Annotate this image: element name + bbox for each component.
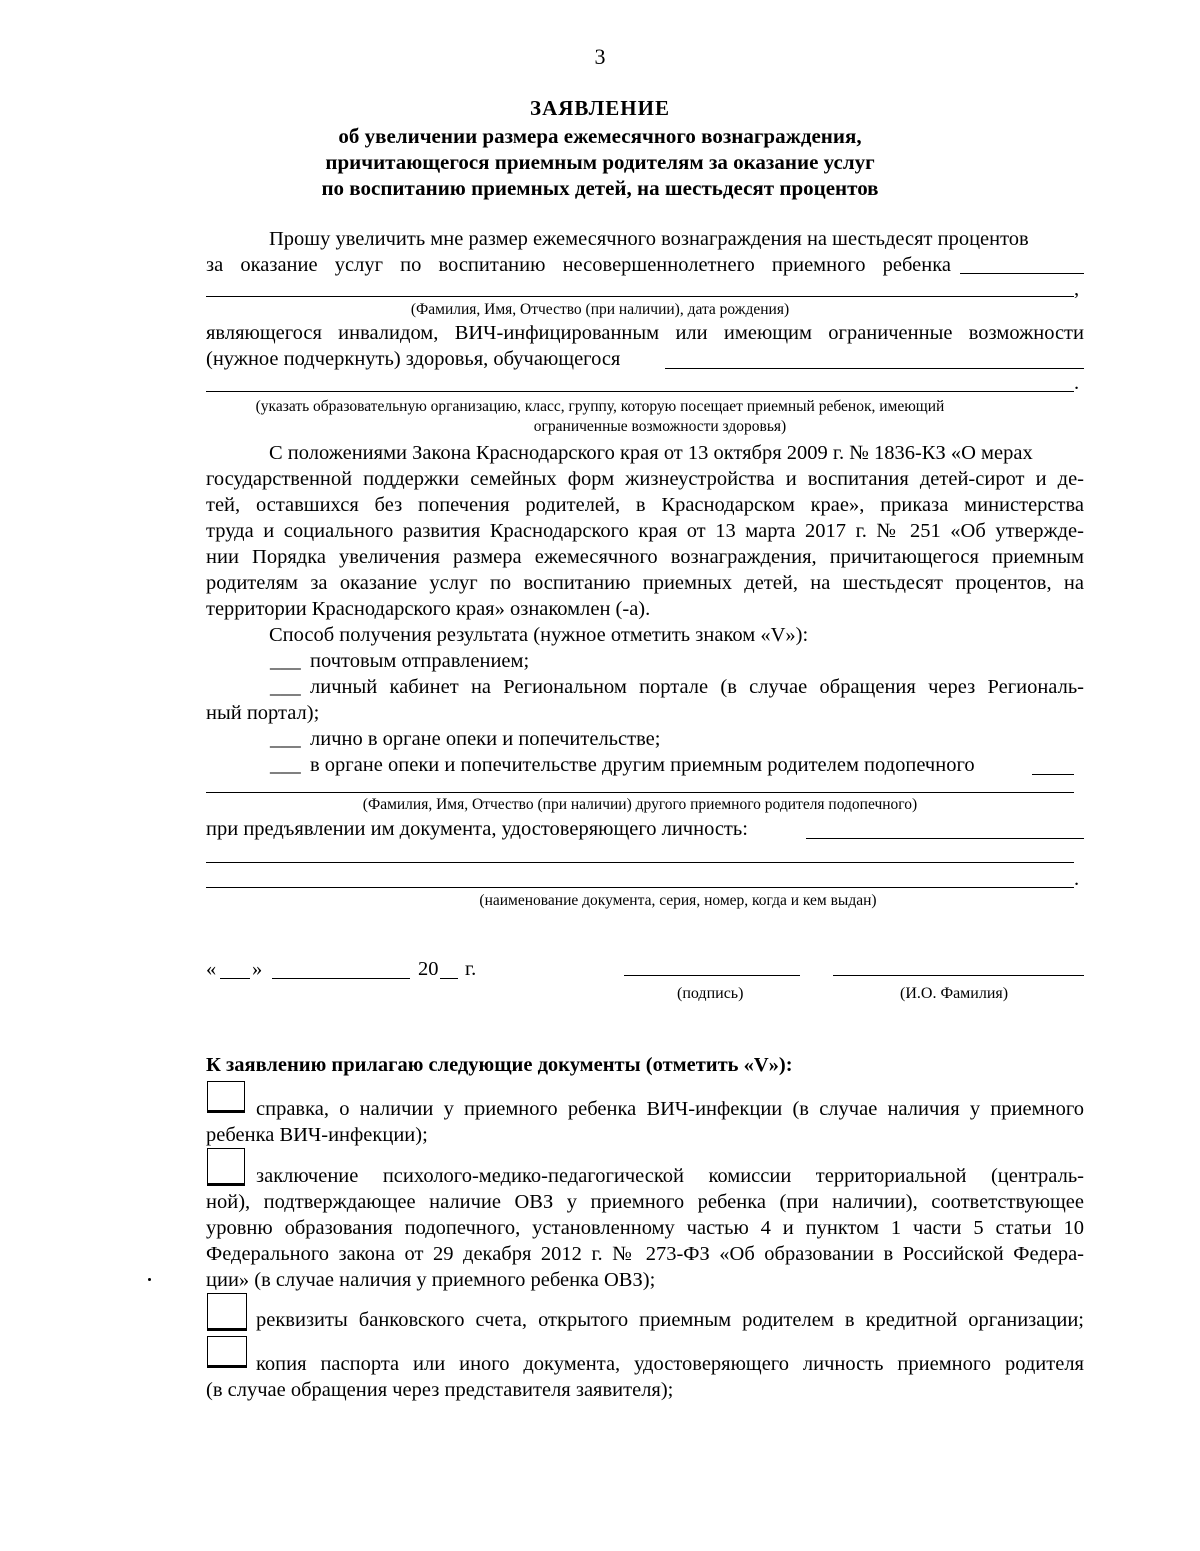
attach-bank-checkbox[interactable] — [207, 1293, 247, 1331]
caption-child: (Фамилия, Имя, Отчество (при наличии), дата рождения) — [410, 301, 790, 318]
delivery-other-parent-label: в органе опеки и попечительстве другим приемным родителем подопечного — [310, 754, 975, 776]
attach-bank-line: реквизиты банковского счета, открытого приемным родителем в кредитной организации; — [256, 1309, 1084, 1331]
signature-field[interactable] — [624, 975, 800, 976]
delivery-portal-label-1: личный кабинет на Региональном портале (в случае обращения через Региональ- — [310, 676, 1084, 698]
attach-hiv-checkbox[interactable] — [207, 1081, 245, 1113]
request-line-1: Прошу увеличить мне размер ежемесячного вознаграждения на шестьдесят процентов — [269, 228, 1029, 250]
delivery-personal-checkbox[interactable]: ___ — [270, 728, 301, 750]
attach-pmpk-line-2: ной), подтверждающее наличие ОВЗ у приемного ребенка (при наличии), соответствующее — [206, 1191, 1084, 1213]
subtitle-line-3: по воспитанию приемных детей, на шестьдесят процентов — [321, 176, 879, 200]
child-name-field-line-1[interactable] — [960, 273, 1084, 274]
request-line-4: (нужное подчеркнуть) здоровья, обучающегося — [206, 348, 621, 370]
request-line-3: являющегося инвалидом, ВИЧ-инфицированным или имеющим ограниченные возможности — [206, 322, 1084, 344]
date-month-field[interactable] — [272, 978, 410, 979]
attachments-heading: К заявлению прилагаю следующие документы (отметить «V»): — [206, 1054, 793, 1076]
date-year-field[interactable] — [440, 978, 458, 979]
document-title: ЗАЯВЛЕНИЕ — [530, 96, 670, 120]
caption-doc: (наименование документа, серия, номер, когда и кем выдан) — [479, 892, 877, 909]
delivery-mail-label: почтовым отправлением; — [310, 650, 530, 672]
attach-pmpk-checkbox[interactable] — [207, 1148, 245, 1186]
child-name-field-line-2[interactable] — [206, 296, 1074, 297]
date-close-quote: » — [252, 958, 263, 980]
delivery-portal-label-2: ный портал); — [206, 702, 320, 724]
law-line-2: государственной поддержки семейных форм жизнеустройства и воспитания детей-сирот и де- — [206, 468, 1084, 490]
attach-hiv-line-1: справка, о наличии у приемного ребенка ВИЧ-инфекции (в случае наличия у приемного — [256, 1098, 1084, 1120]
law-line-7: территории Краснодарского края» ознакомлен (-а). — [206, 598, 651, 620]
delivery-other-parent-checkbox[interactable]: ___ — [270, 754, 301, 776]
delivery-mail-checkbox[interactable]: ___ — [270, 650, 301, 672]
attach-hiv-line-2: ребенка ВИЧ-инфекции); — [206, 1124, 428, 1146]
delivery-portal-checkbox[interactable]: ___ — [270, 676, 301, 698]
date-year-prefix: 20 — [418, 958, 439, 980]
other-parent-field-line-1[interactable] — [1032, 774, 1074, 775]
law-line-5: нии Порядка увеличения размера ежемесячного вознаграждения, причитающегося приемным — [206, 546, 1084, 568]
attach-passport-line-1: копия паспорта или иного документа, удостоверяющего личность приемного родителя — [256, 1353, 1084, 1375]
other-parent-field-line-2[interactable] — [206, 792, 1074, 793]
law-line-6: родителям за оказание услуг по воспитанию приемных детей, на шестьдесят процентов, на — [206, 572, 1084, 594]
id-doc-label: при предъявлении им документа, удостоверяющего личность: — [206, 818, 748, 840]
date-year-suffix: г. — [465, 958, 477, 980]
caption-org-2: ограниченные возможности здоровья) — [533, 418, 787, 435]
attach-passport-line-2: (в случае обращения через представителя заявителя); — [206, 1379, 674, 1401]
attach-passport-checkbox[interactable] — [207, 1336, 247, 1368]
delivery-personal-label: лично в органе опеки и попечительстве; — [310, 728, 661, 750]
law-line-3: тей, оставшихся без попечения родителей, в Краснодарском крае», приказа министерства — [206, 494, 1084, 516]
id-doc-field-line-2[interactable] — [206, 862, 1074, 863]
education-field-line-2[interactable] — [206, 391, 1074, 392]
caption-full-name: (И.О. Фамилия) — [900, 985, 1009, 1002]
subtitle-line-2: причитающегося приемным родителям за оказание услуг — [325, 150, 875, 174]
attach-pmpk-line-5: ции» (в случае наличия у приемного ребенка ОВЗ); — [206, 1269, 656, 1291]
caption-signature: (подпись) — [677, 985, 744, 1002]
id-doc-field-line-3[interactable] — [206, 887, 1074, 888]
caption-org-1: (указать образовательную организацию, класс, группу, которую посещает приемный ребенок, имеющий — [255, 398, 945, 415]
request-line-2: за оказание услуг по воспитанию несовершеннолетнего приемного ребенка — [206, 254, 951, 276]
delivery-heading: Способ получения результата (нужное отметить знаком «V»): — [269, 624, 809, 646]
education-field-line-1[interactable] — [665, 368, 1084, 369]
full-name-field[interactable] — [833, 975, 1084, 976]
law-line-4: труда и социального развития Краснодарского края от 13 марта 2017 г. № 251 «Об утвержде- — [206, 520, 1084, 542]
page-number: 3 — [594, 44, 606, 69]
id-doc-field-line-1[interactable] — [806, 838, 1084, 839]
attach-pmpk-line-4: Федерального закона от 29 декабря 2012 г. № 273-ФЗ «Об образовании в Российской Федера- — [206, 1243, 1084, 1265]
date-day-field[interactable] — [220, 978, 250, 979]
date-open-quote: « — [206, 958, 217, 980]
subtitle-line-1: об увеличении размера ежемесячного вознаграждения, — [338, 124, 862, 148]
attach-pmpk-line-3: уровню образования подопечного, установленному частью 4 и пунктом 1 части 5 статьи 10 — [206, 1217, 1084, 1239]
scan-artifact-dot — [148, 1278, 151, 1281]
caption-other-parent: (Фамилия, Имя, Отчество (при наличии) другого приемного родителя подопечного) — [362, 796, 918, 813]
law-line-1: С положениями Закона Краснодарского края от 13 октября 2009 г. № 1836-КЗ «О мерах — [269, 442, 1033, 464]
attach-pmpk-line-1: заключение психолого-медико-педагогической комиссии территориальной (централь- — [256, 1165, 1084, 1187]
